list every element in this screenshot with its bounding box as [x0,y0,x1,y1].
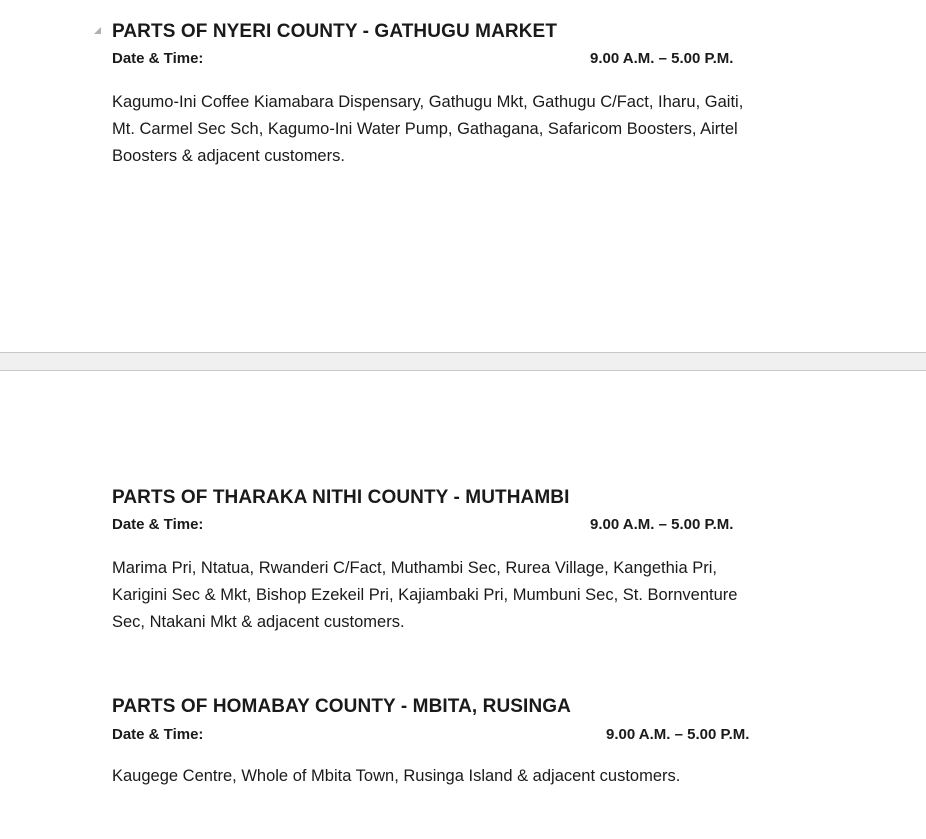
section-heading[interactable]: PARTS OF THARAKA NITHI COUNTY - MUTHAMBI [112,487,570,508]
text-line: Sec, Ntakani Mkt & adjacent customers. [112,613,405,631]
time-range: 9.00 A.M. – 5.00 P.M. [590,50,734,67]
affected-areas-text[interactable] [112,89,802,170]
text-line: Kaugege Centre, Whole of Mbita Town, Rusinga Island & adjacent customers. [112,767,681,785]
section-heading[interactable]: PARTS OF NYERI COUNTY - GATHUGU MARKET [112,21,558,42]
page-break-gap [0,352,926,371]
document-page-1 [0,0,926,352]
text-line: Mt. Carmel Sec Sch, Kagumo-Ini Water Pump, Gathagana, Safaricom Boosters, Airtel [112,120,738,138]
affected-areas-text[interactable] [112,555,802,636]
document-page-2 [0,371,926,839]
time-range: 9.00 A.M. – 5.00 P.M. [606,726,750,743]
date-time-label: Date & Time: [112,50,204,67]
collapse-heading-icon[interactable] [94,27,101,34]
text-line: Marima Pri, Ntatua, Rwanderi C/Fact, Muthambi Sec, Rurea Village, Kangethia Pri, [112,559,717,577]
text-line: Karigini Sec & Mkt, Bishop Ezekeil Pri, Kajiambaki Pri, Mumbuni Sec, St. Bornventure [112,586,738,604]
date-time-label: Date & Time: [112,516,204,533]
time-range: 9.00 A.M. – 5.00 P.M. [590,516,734,533]
text-line: Boosters & adjacent customers. [112,147,345,165]
section-heading[interactable]: PARTS OF HOMABAY COUNTY - MBITA, RUSINGA [112,696,571,717]
text-line: Kagumo-Ini Coffee Kiamabara Dispensary, Gathugu Mkt, Gathugu C/Fact, Iharu, Gaiti, [112,93,744,111]
date-time-label: Date & Time: [112,726,204,743]
affected-areas-text[interactable] [112,763,802,790]
